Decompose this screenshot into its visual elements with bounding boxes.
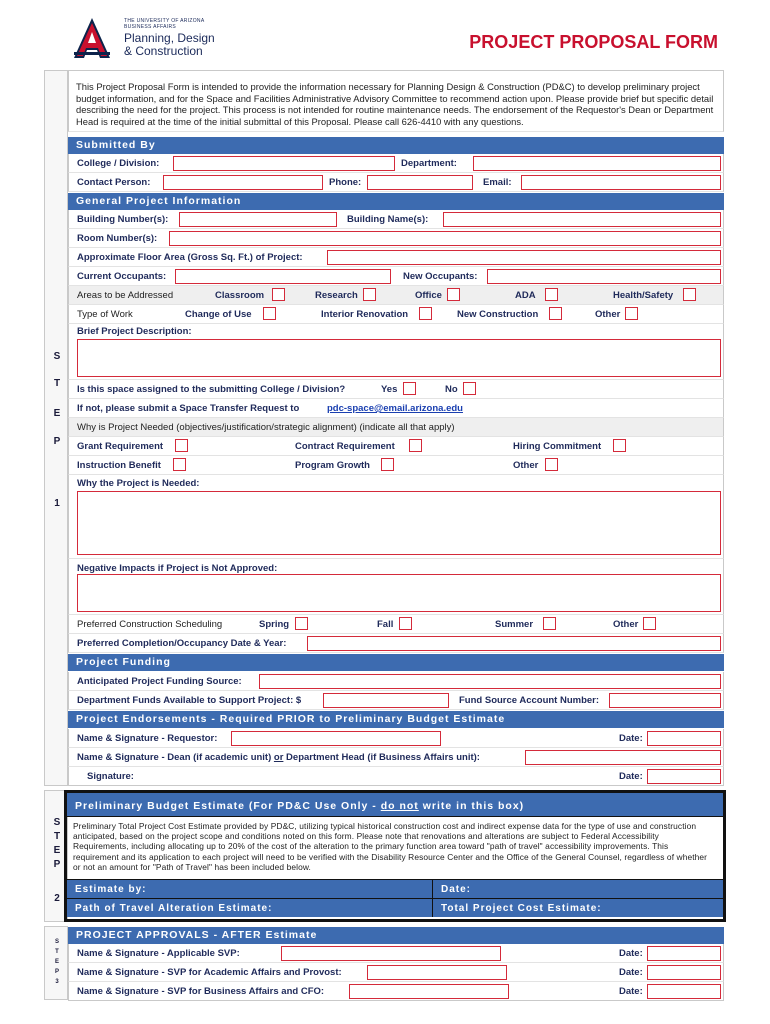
university-name [124,18,204,30]
dean-label-text: Name & Signature - Dean (if academic unit) [77,752,272,763]
current-occupants-label: Current Occupants: [77,271,167,282]
contact-label: Contact Person: [77,177,151,188]
preliminary-budget-text: Preliminary Total Project Cost Estimate provided by PD&C, utilizing typical historical construction cost and indirect expense data for the type of use and construction anticipated, based on the project scope and conditions noted on this form. Please note that renovations and alterations are subject to Federal Accessibility Requirements, including allocating up to 20% of the cost of the alteration to the primary function area toward "path of travel" accessibility improvements. This requirement and its application to each project will need to be verified with the Disability Resource Center and the Office of the General Counsel, regardless of whether or not an amount for "Path of Travel" has been included below. [73,821,708,872]
area-health-safety-checkbox[interactable] [683,288,696,301]
building-numbers-field[interactable] [179,212,337,227]
signature-row [68,767,724,786]
step-letter: 3 [55,979,59,985]
university-a-logo-icon [70,16,114,60]
need-other-checkbox[interactable] [545,458,558,471]
season-summer-checkbox[interactable] [543,617,556,630]
contact-field[interactable] [163,175,323,190]
requestor-label: Name & Signature - Requestor: [77,733,218,744]
cfo-field[interactable] [349,984,509,999]
provost-date-field[interactable] [647,965,721,980]
requestor-date-field[interactable] [647,731,721,746]
phone-label: Phone: [329,177,362,188]
transfer-email-link[interactable]: pdc-space@email.arizona.edu [327,403,463,414]
preliminary-budget-header [67,793,723,817]
requestor-row [68,729,724,748]
scheduling-row [68,615,724,634]
phone-field[interactable] [367,175,473,190]
provost-field[interactable] [367,965,507,980]
university-line: THE UNIVERSITY OF ARIZONA [124,18,205,24]
need-grant-checkbox[interactable] [175,439,188,452]
dean-row [68,748,724,767]
area-research-label: Research [315,290,358,301]
dean-field[interactable] [525,750,721,765]
total-cost-box[interactable]: Total Project Cost Estimate: [433,898,723,917]
type-of-work-row [68,305,724,324]
season-spring-label: Spring [259,619,290,630]
logo [70,16,230,62]
step-letter: E [53,845,61,856]
type-other-label: Other [595,309,621,320]
assigned-row [68,380,724,399]
step-letter: T [53,378,61,389]
provost-date-label: Date: [619,967,643,978]
need-other-label: Other [513,460,539,471]
building-names-field[interactable] [443,212,721,227]
area-office-checkbox[interactable] [447,288,460,301]
area-ada-checkbox[interactable] [545,288,558,301]
estimate-date-box[interactable]: Date: [433,879,723,898]
svp-date-label: Date: [619,948,643,959]
type-change-of-use-label: Change of Use [185,309,252,320]
season-spring-checkbox[interactable] [295,617,308,630]
submitted-by-header: Submitted By [68,137,724,154]
area-health-safety-label: Health/Safety [613,290,674,301]
season-fall-label: Fall [377,619,394,630]
completion-date-label: Preferred Completion/Occupancy Date & Year: [77,638,287,649]
provost-label: Name & Signature - SVP for Academic Affairs and Provost: [77,967,342,978]
department-line-1: Planning, Design [124,31,215,45]
step-letter: T [53,831,61,842]
signature-date-field[interactable] [647,769,721,784]
cfo-row [68,982,724,1001]
negative-impacts-label: Negative Impacts if Project is Not Approved: [77,563,278,574]
department-line-2: & Construction [124,44,203,58]
room-row [68,229,724,248]
why-needed-instruction: Why is Project Needed (objectives/justification/strategic alignment) (indicate all that apply) [77,422,455,433]
business-affairs-line: BUSINESS AFFAIRS [124,24,177,30]
step-letter: 2 [54,893,60,904]
season-other-label: Other [613,619,639,630]
need-hiring-label: Hiring Commitment [513,441,602,452]
brief-description-field[interactable] [77,339,721,377]
college-label: College / Division: [77,158,160,169]
need-grant-label: Grant Requirement [77,441,164,452]
floor-area-label: Approximate Floor Area (Gross Sq. Ft.) of Project: [77,252,303,263]
svp-date-field[interactable] [647,946,721,961]
season-summer-label: Summer [495,619,534,630]
approvals-header: PROJECT APPROVALS - AFTER Estimate [68,927,724,944]
college-row [68,154,724,173]
need-instruction-checkbox[interactable] [173,458,186,471]
svp-label: Name & Signature - Applicable SVP: [77,948,240,959]
provost-row [68,963,724,982]
why-needed-label: Why the Project is Needed: [77,478,200,489]
why-needed-row [68,475,724,559]
requestor-field[interactable] [231,731,441,746]
completion-date-field[interactable] [307,636,721,651]
path-of-travel-box[interactable]: Path of Travel Alteration Estimate: [67,898,433,917]
step-letter: S [53,817,61,828]
areas-label: Areas to be Addressed [77,290,174,301]
room-numbers-field[interactable] [169,231,721,246]
signature-label: Signature: [87,771,134,782]
type-new-construction-checkbox[interactable] [549,307,562,320]
dept-funds-field[interactable] [323,693,449,708]
area-classroom-label: Classroom [215,290,265,301]
svp-row [68,944,724,963]
dept-head-text: Department Head (if Business Affairs unit): [286,752,480,763]
assigned-question: Is this space assigned to the submitting College / Division? [77,384,346,395]
email-field[interactable] [521,175,721,190]
type-interior-renovation-label: Interior Renovation [321,309,409,320]
requestor-date-label: Date: [619,733,643,744]
completion-date-row [68,634,724,653]
need-contract-label: Contract Requirement [295,441,395,452]
type-interior-renovation-checkbox[interactable] [419,307,432,320]
account-number-label: Fund Source Account Number: [459,695,600,706]
need-instruction-label: Instruction Benefit [77,460,161,471]
assigned-no-label: No [445,384,458,395]
step-letter: S [54,939,59,945]
area-ada-label: ADA [515,290,536,301]
new-occupants-label: New Occupants: [403,271,478,282]
room-numbers-label: Room Number(s): [77,233,158,244]
endorsements-header: Project Endorsements - Required PRIOR to Preliminary Budget Estimate [68,711,724,728]
intro-text: This Project Proposal Form is intended to provide the information necessary for Planning Design & Construction (PD&C) to develop preliminary project budget information, and for the Space and Facilities Administrative Advisory Committee to recommend action upon. Please provide brief but specific detail describing the need for the project. This process is not intended for routine maintenance needs. The endorsement of the Requestor's Dean or Department Head is required at the time of the initial submittal of this Proposal. Please call 626-4410 with any questions. [76,81,714,127]
building-numbers-label: Building Number(s): [77,214,169,225]
type-change-of-use-checkbox[interactable] [263,307,276,320]
occupants-row [68,267,724,286]
needs-row-1 [68,437,724,456]
cfo-label: Name & Signature - SVP for Business Affairs and CFO: [77,986,325,997]
budget-header-text: Preliminary Budget Estimate (For PD&C Use Only - [75,800,381,812]
dept-funds-row [68,691,724,710]
why-needed-label-row [68,418,724,437]
current-occupants-field[interactable] [175,269,391,284]
new-occupants-field[interactable] [487,269,721,284]
funding-source-label: Anticipated Project Funding Source: [77,676,242,687]
floor-area-row [68,248,724,267]
areas-row [68,286,724,305]
email-label: Email: [483,177,512,188]
area-office-label: Office [415,290,442,301]
cfo-date-field[interactable] [647,984,721,999]
needs-row-2 [68,456,724,475]
dept-funds-label: Department Funds Available to Support Project: $ [77,695,302,706]
need-program-growth-checkbox[interactable] [381,458,394,471]
area-research-checkbox[interactable] [363,288,376,301]
building-row [68,210,724,229]
budget-header-end: write in this box) [418,800,525,812]
cfo-date-label: Date: [619,986,643,997]
step-letter: S [53,351,61,362]
dean-label [77,752,480,763]
account-number-field[interactable] [609,693,721,708]
floor-area-field[interactable] [327,250,721,265]
need-contract-checkbox[interactable] [409,439,422,452]
step-letter: 1 [54,498,60,509]
assigned-yes-checkbox[interactable] [403,382,416,395]
preliminary-budget-box [64,790,726,922]
estimate-by-box[interactable]: Estimate by: [67,879,433,898]
step-letter: E [54,959,59,965]
type-other-checkbox[interactable] [625,307,638,320]
step-1-column [44,70,68,786]
type-of-work-label: Type of Work [77,309,133,320]
need-hiring-checkbox[interactable] [613,439,626,452]
negative-impacts-field[interactable] [77,574,721,612]
transfer-text: If not, please submit a Space Transfer Request to [77,403,300,414]
budget-header-not: do not [380,800,419,812]
contact-row [68,173,724,192]
page-title: PROJECT PROPOSAL FORM [469,32,718,52]
step-letter: P [53,436,61,447]
step-letter: E [53,408,61,419]
svp-field[interactable] [281,946,501,961]
department-field[interactable] [473,156,721,171]
assigned-no-checkbox[interactable] [463,382,476,395]
type-new-construction-label: New Construction [457,309,539,320]
transfer-row [68,399,724,418]
step-letter: P [54,969,59,975]
building-names-label: Building Name(s): [347,214,429,225]
why-needed-field[interactable] [77,491,721,555]
brief-description-label: Brief Project Description: [77,326,192,337]
negative-impacts-row [68,559,724,615]
signature-date-label: Date: [619,771,643,782]
funding-source-field[interactable] [259,674,721,689]
general-info-header: General Project Information [68,193,724,210]
dean-or-text: or [273,752,284,763]
season-other-checkbox[interactable] [643,617,656,630]
assigned-yes-label: Yes [381,384,398,395]
college-field[interactable] [173,156,395,171]
scheduling-label: Preferred Construction Scheduling [77,619,223,630]
area-classroom-checkbox[interactable] [272,288,285,301]
funding-source-row [68,672,724,691]
step-3-column [44,926,68,1000]
need-program-growth-label: Program Growth [295,460,370,471]
season-fall-checkbox[interactable] [399,617,412,630]
step-letter: T [55,949,59,955]
brief-description-row [68,324,724,380]
step-letter: P [53,859,61,870]
project-funding-header: Project Funding [68,654,724,671]
department-name [124,32,215,58]
department-label: Department: [401,158,457,169]
